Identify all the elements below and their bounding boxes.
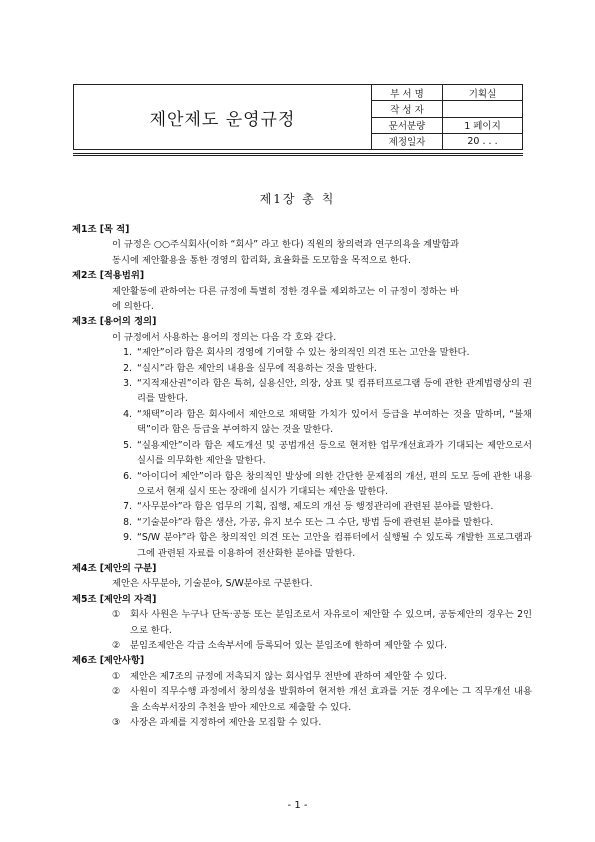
clause-item	[72, 607, 532, 638]
list-item	[72, 376, 532, 407]
article-heading	[72, 268, 532, 283]
article-heading	[72, 592, 532, 607]
item-number: 3.	[123, 378, 132, 390]
meta-value: 1 페이지	[464, 121, 501, 133]
article-heading	[72, 561, 532, 576]
article-label: 제3조	[72, 316, 97, 328]
meta-value	[443, 101, 522, 116]
list-item	[72, 345, 532, 360]
article-4	[72, 561, 532, 592]
meta-value: 기획실	[468, 88, 497, 100]
meta-key: 부 서 명	[372, 85, 443, 100]
article-title: [적용범위]	[99, 270, 145, 282]
article-heading	[72, 653, 532, 668]
article-paragraph: 제안활동에 관하여는 다른 규정에 특별히 정한 경우를 제외하고는 이 규정이 정하는 바	[112, 285, 459, 297]
meta-row-author	[372, 101, 522, 117]
meta-row-page-count	[372, 118, 522, 134]
article-5	[72, 592, 532, 654]
list-item	[72, 499, 532, 514]
item-text: “기술분야”라 함은 생산, 가공, 유지 보수 또는 그 수단, 방법 등에 관련된 분야를 말한다.	[137, 516, 494, 528]
document-header-table	[73, 84, 523, 150]
article-title: [제안의 자격]	[99, 593, 157, 605]
item-text: “S/W 분야”라 함은 창의적인 의견 또는 고안을 컴퓨터에서 실행될 수 있도록 개발한 프로그램과 그에 관련된 자료를 이용하여 전산화한 분야를 말한다.	[137, 532, 532, 559]
header-double-rule	[73, 153, 523, 156]
article-title: [제안사항]	[99, 655, 145, 667]
meta-value: 20 . . .	[467, 135, 498, 147]
clause-number: ②	[112, 686, 121, 698]
article-3	[72, 314, 532, 561]
page-number: - 1 -	[287, 800, 308, 811]
list-item	[72, 361, 532, 376]
chapter-heading: 제1장 총 칙	[259, 192, 336, 206]
list-item	[72, 530, 532, 561]
clause-text: 사장은 과제를 지정하여 제안을 모집할 수 있다.	[130, 717, 322, 728]
clause-number: ②	[112, 639, 121, 651]
item-text: “실시”라 함은 제안의 내용을 실무에 적용하는 것을 말한다.	[137, 362, 377, 374]
clause-item	[72, 638, 532, 653]
item-text: “실용제안”이라 함은 제도개선 및 공법개선 등으로 현저한 업무개선효과가 기대되는 제안으로서 실시를 의무화한 제안을 말한다.	[137, 439, 532, 467]
item-number: 4.	[123, 408, 132, 420]
article-title: [목 적]	[99, 224, 130, 235]
article-paragraph: 동시에 제안활용을 통한 경영의 합리화, 효율화를 도모함을 목적으로 한다.	[112, 254, 411, 266]
clause-text: 사원이 직무수행 과정에서 창의성을 발휘하여 현저한 개선 효과를 거둔 경우에는 그 직무개선 내용을 소속부서장의 추천을 받아 제안으로 제출할 수 있다.	[130, 686, 532, 713]
clause-number: ③	[112, 717, 121, 728]
article-label: 제5조	[72, 593, 97, 605]
article-paragraph: 이 규정은 ○○주식회사(이하 “회사” 라고 한다) 직원의 창의력과 연구의욕을 계발함과	[112, 239, 460, 251]
article-label: 제6조	[72, 655, 97, 667]
list-item	[72, 515, 532, 530]
article-title: [용어의 정의]	[99, 316, 157, 328]
list-item	[72, 407, 532, 438]
item-number: 7.	[123, 501, 132, 513]
item-text: “채택”이라 함은 회사에서 제안으로 채택할 가치가 있어서 등급을 부여하는 것을 말하며, “불채택”이라 함은 등급을 부여하지 않는 것을 말한다.	[137, 408, 532, 436]
item-text: “사무분야”라 함은 업무의 기획, 집행, 제도의 개선 등 행정관리에 관련된 분야를 말한다.	[137, 501, 494, 513]
article-paragraph: 제안은 사무분야, 기술분야, S/W분야로 구분한다.	[112, 578, 313, 590]
clause-item	[72, 669, 532, 684]
document-body	[72, 222, 532, 730]
clause-text: 제안은 제7조의 규정에 저촉되지 않는 회사업무 전반에 관하여 제안할 수 있다.	[130, 670, 447, 682]
clause-item	[72, 684, 532, 715]
item-text: “아이디어 제안”이라 함은 창의적인 발상에 의한 간단한 문제점의 개선, 편의 도모 등에 관한 내용으로서 현재 실시 또는 장래에 실시가 기대되는 제안을 말한다.	[137, 470, 532, 497]
item-number: 8.	[123, 516, 132, 528]
document-meta	[372, 85, 522, 149]
item-number: 9.	[123, 532, 132, 544]
article-paragraph: 이 규정에서 사용하는 용어의 정의는 다음 각 호와 같다.	[112, 331, 337, 343]
item-number: 6.	[123, 470, 132, 482]
meta-row-department	[372, 85, 522, 101]
clause-number: ①	[112, 670, 121, 682]
meta-key: 작 성 자	[372, 101, 443, 116]
item-text: “제안”이라 함은 회사의 경영에 기여할 수 있는 창의적인 의견 또는 고안을 말한다.	[137, 347, 470, 359]
article-label: 제4조	[72, 562, 97, 574]
article-6	[72, 653, 532, 730]
clause-item	[72, 715, 532, 730]
clause-text: 회사 사원은 누구나 단독·공동 또는 분임조로서 자유로이 제안할 수 있으며, 공동제안의 경우는 2인으로 한다.	[130, 609, 532, 636]
article-title: [제안의 구분]	[99, 562, 157, 574]
meta-key: 문서분량	[372, 118, 443, 133]
clause-number: ①	[112, 609, 121, 621]
meta-key: 제정일자	[372, 134, 443, 149]
list-item	[72, 438, 532, 469]
article-heading	[72, 222, 532, 237]
article-1	[72, 222, 532, 268]
item-text: “지적재산권”이라 함은 특허, 실용신안, 의장, 상표 및 컴퓨터프로그램 등에 관한 관계법령상의 권리를 말한다.	[137, 378, 532, 405]
article-label: 제1조	[72, 224, 97, 235]
item-number: 1.	[123, 347, 132, 359]
item-number: 2.	[123, 362, 132, 374]
article-2	[72, 268, 532, 314]
list-item	[72, 469, 532, 500]
document-title: 제안제도 운영규정	[74, 85, 372, 149]
clause-text: 분임조제안은 각급 소속부서에 등록되어 있는 분임조에 한하여 제안할 수 있다.	[130, 639, 447, 651]
item-number: 5.	[123, 439, 132, 451]
article-label: 제2조	[72, 270, 97, 282]
meta-row-enact-date	[372, 134, 522, 149]
article-heading	[72, 314, 532, 329]
article-paragraph: 에 의한다.	[112, 301, 154, 313]
